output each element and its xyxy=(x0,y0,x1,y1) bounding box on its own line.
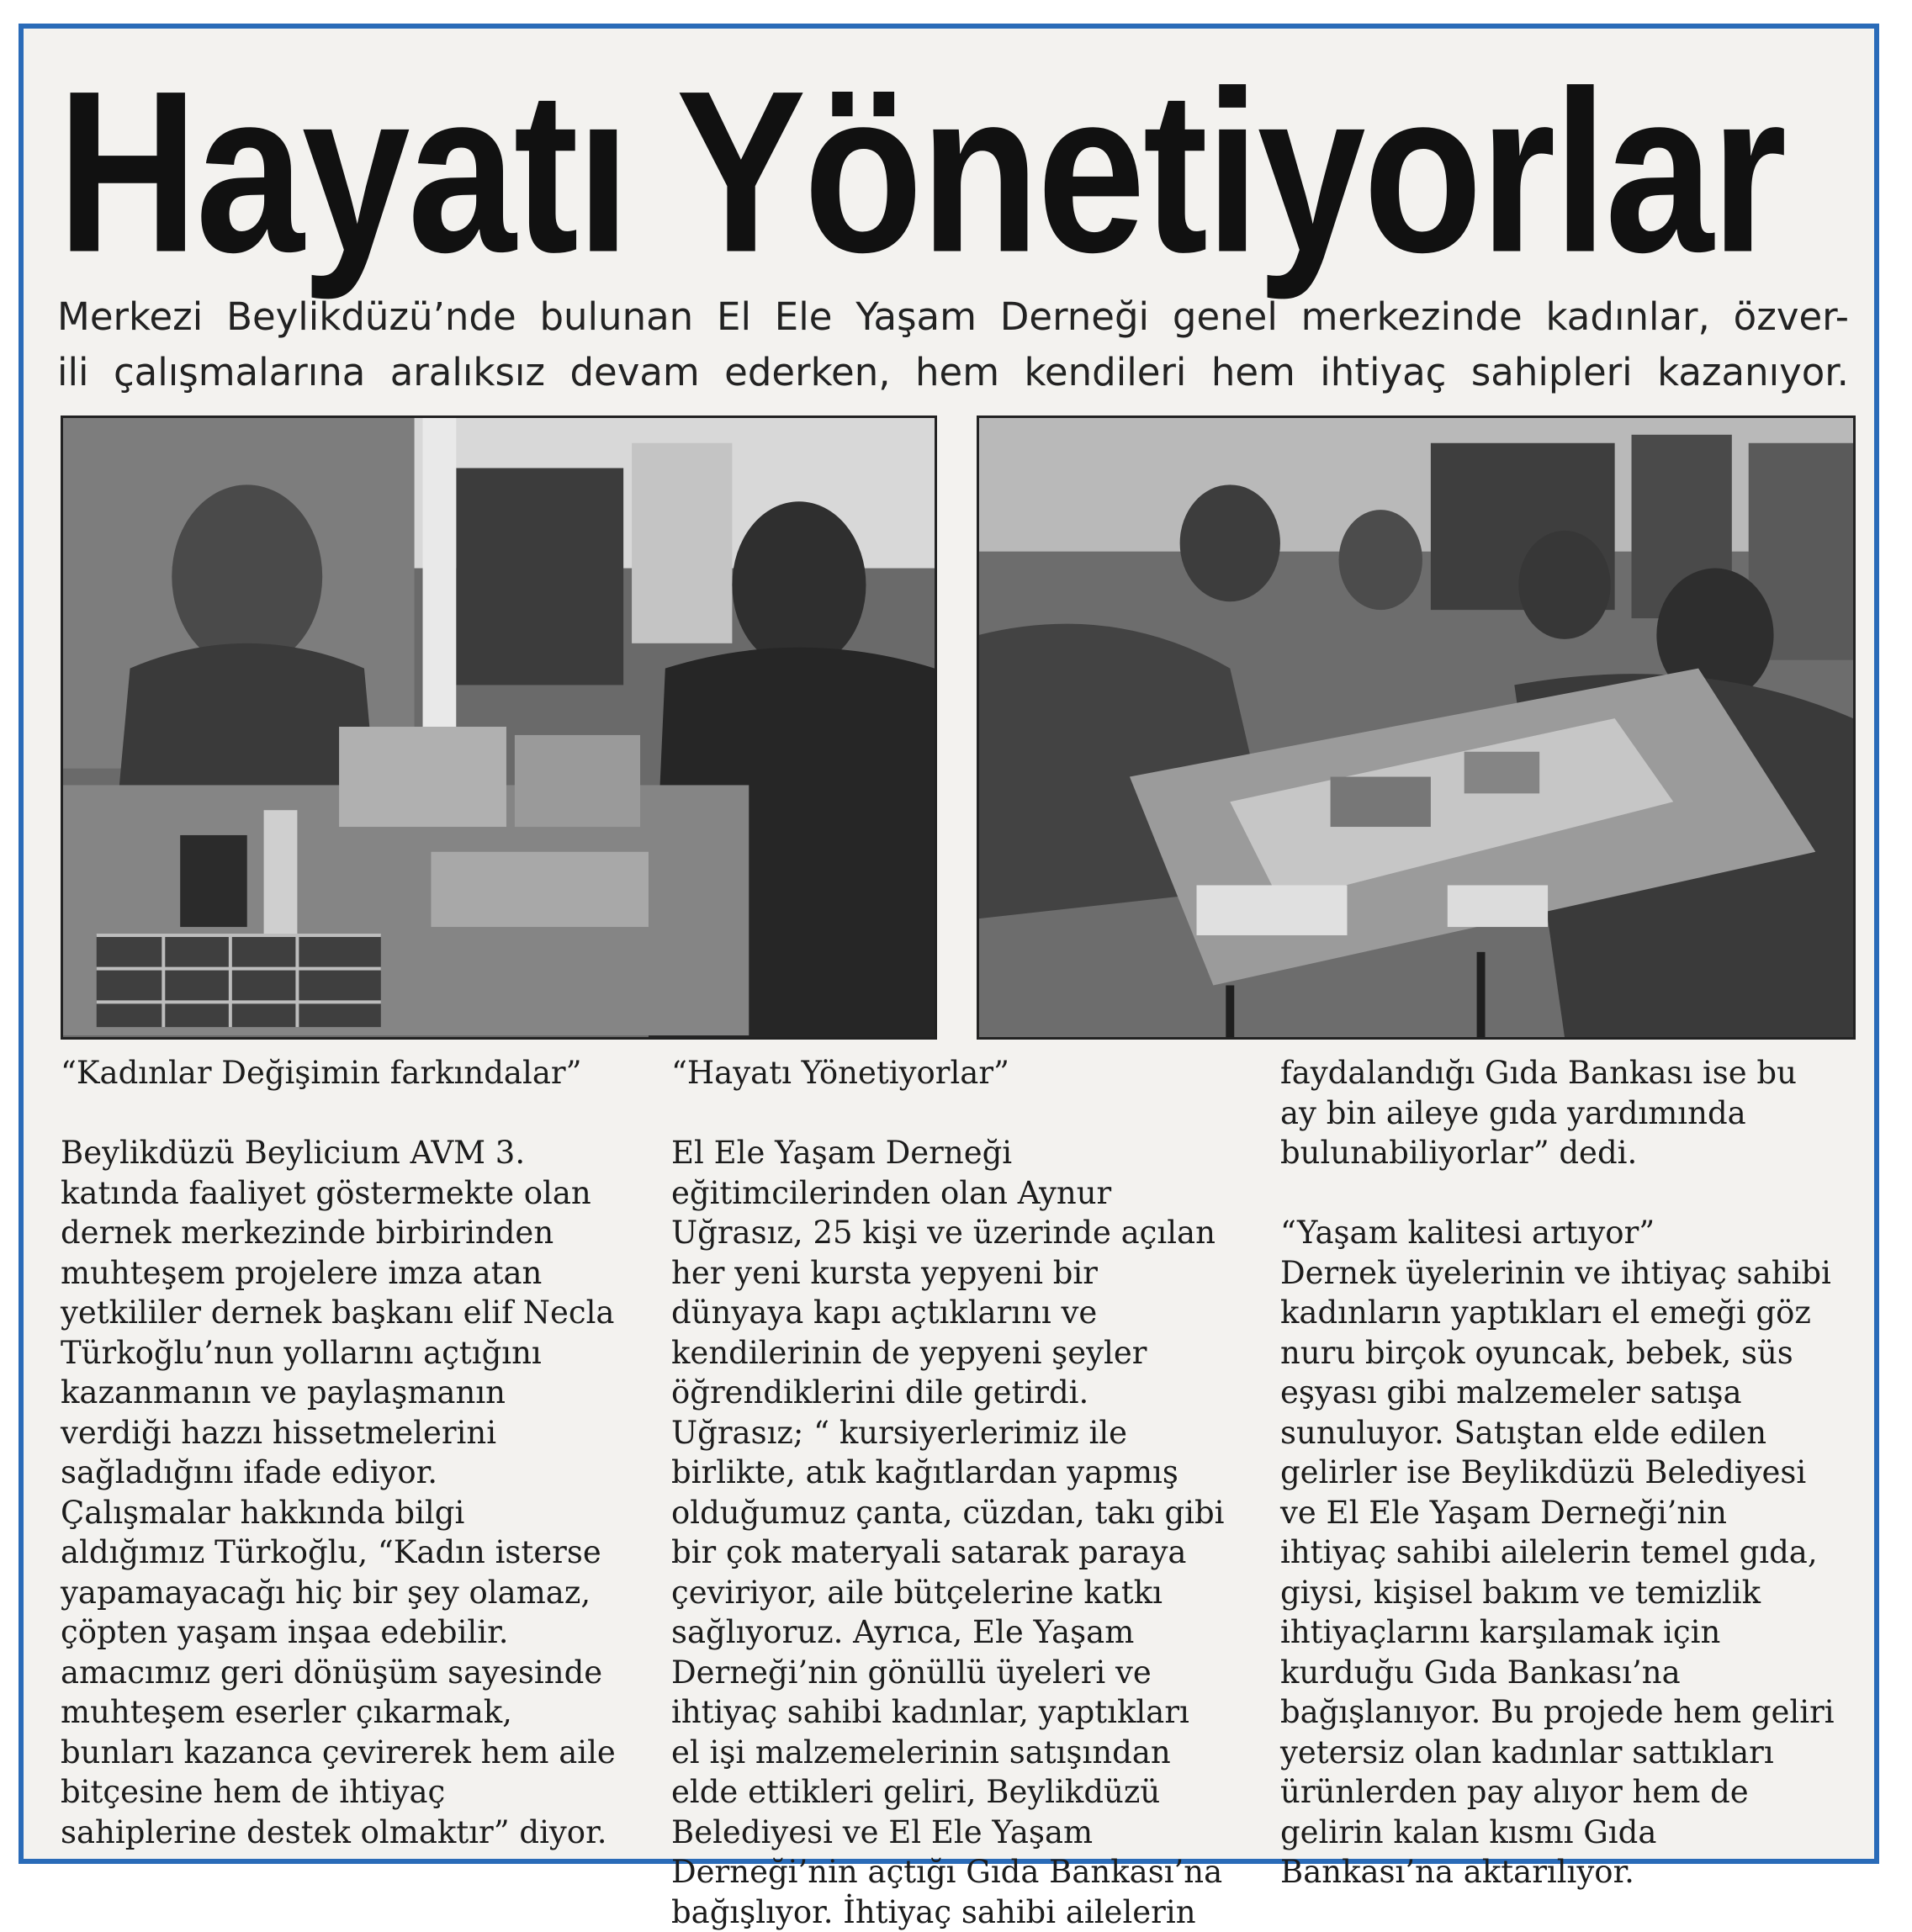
column-2-body: El Ele Yaşam Derneği eğitimcilerinden olan Aynur Uğrasız, 25 kişi ve üzerinde açılan her yeni kursta yepyeni bir dünyaya kapı açtıklarını ve kendilerinin de yepyeni şeyler öğrendiklerini dile getirdi. Uğrasız; “ kursiyerlerimiz ile birlikte, atık kağıtlardan yapmış olduğumuz çanta, cüzdan, takı gibi bir çok materyali satarak paraya çeviriyor, aile bütçelerine katkı sağlıyoruz. Ayrıca, Ele Yaşam Derneği’nin gönüllü üyeleri ve ihtiyaç sahibi kadınlar, yaptıkları el işi malzemelerinin satışından elde ettikleri geliri, Beylikdüzü Belediyesi ve El Ele Yaşam Derneği’nin açtığı Gıda Bankası’na bağışlıyor. İhtiyaç sahibi ailelerin xyxy=(671,1135,1225,1930)
photo-craft-workshop-image xyxy=(979,418,1853,1037)
deck-line-1: Merkezi Beylikdüzü’nde bulunan El Ele Yaşam Derneği genel merkezinde kadınlar, özver- xyxy=(57,294,1849,339)
column-3 xyxy=(1280,1053,1835,1892)
column-3-lead: faydalandığı Gıda Bankası ise bu ay bin aileye gıda yardımında bulunabiliyorlar” dedi. xyxy=(1280,1055,1797,1171)
column-2 xyxy=(671,1053,1226,1932)
photo-women-at-table xyxy=(61,416,937,1040)
newspaper-clipping xyxy=(19,24,1879,1930)
photo-craft-workshop xyxy=(977,416,1856,1040)
headline: Hayatı Yönetiyorlar xyxy=(57,43,1785,301)
column-1-body: Beylikdüzü Beylicium AVM 3. katında faaliyet göstermekte olan dernek merkezinde birbirinden muhteşem projelere imza atan yetkililer dernek başkanı elif Necla Türkoğlu’nun yollarını açtığını kazanmanın ve paylaşmanın verdiği hazzı hissetmelerini sağladığını ifade ediyor. Çalışmalar hakkında bilgi aldığımız Türkoğlu, “Kadın isterse yapamayacağı hiç bir şey olamaz, çöpten yaşam inşaa edebilir. amacımız geri dönüşüm sayesinde muhteşem eserler çıkarmak, bunları kazanca çevirerek hem aile bitçesine hem de ihtiyaç sahiplerine destek olmaktır” diyor. xyxy=(61,1135,616,1850)
photo-women-at-table-image xyxy=(63,418,935,1037)
column-3-subheading: “Yaşam kalitesi artıyor” xyxy=(1280,1215,1655,1251)
column-1 xyxy=(61,1053,616,1852)
deck xyxy=(57,289,1849,400)
deck-line-2: ili çalışmalarına aralıksız devam ederken, hem kendileri hem ihtiyaç sahipleri kazanıyor. xyxy=(57,350,1849,394)
column-2-subheading: “Hayatı Yönetiyorlar” xyxy=(671,1055,1009,1091)
column-3-body: Dernek üyelerinin ve ihtiyaç sahibi kadınların yaptıkları el emeği göz nuru birçok oyuncak, bebek, süs eşyası gibi malzemeler satışa sunuluyor. Satıştan elde edilen gelirler ise Beylikdüzü Belediyesi ve El Ele Yaşam Derneği’nin ihtiyaç sahibi ailelerin temel gıda, giysi, kişisel bakım ve temizlik ihtiyaçlarını karşılamak için kurduğu Gıda Bankası’na bağışlanıyor. Bu projede hem geliri yetersiz olan kadınlar sattıkları ürünlerden pay alıyor hem de gelirin kalan kısmı Gıda Bankası’na aktarılıyor. xyxy=(1280,1254,1835,1890)
column-1-subheading: “Kadınlar Değişimin farkındalar” xyxy=(61,1055,582,1091)
